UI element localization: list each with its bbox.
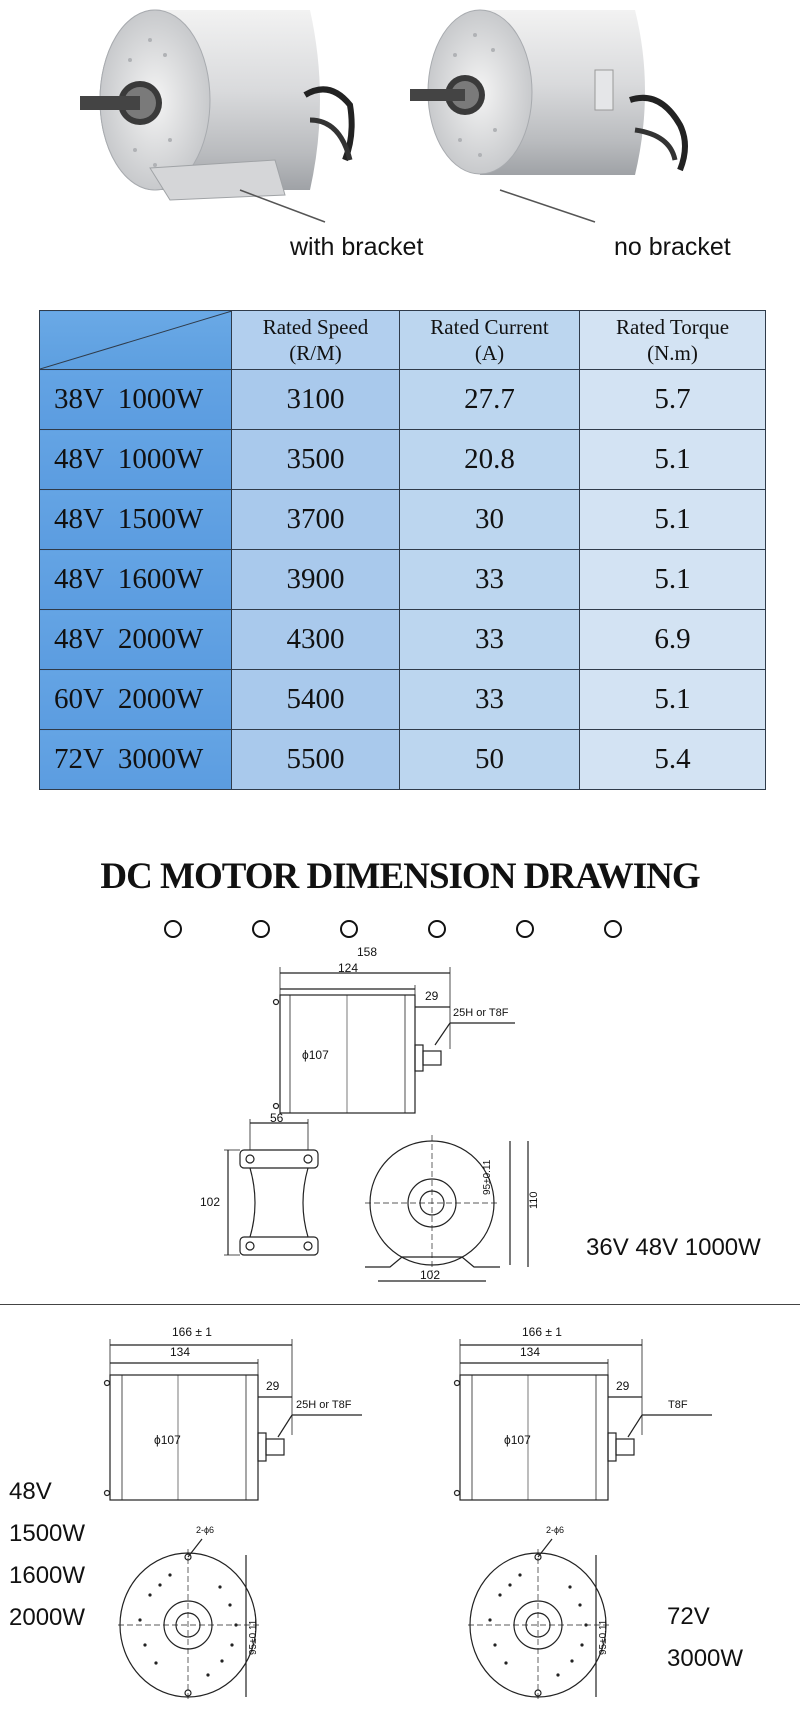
motor-no-bracket-photo bbox=[405, 0, 735, 240]
table-header-row bbox=[40, 311, 766, 370]
speed-cell: 3700 bbox=[232, 490, 400, 550]
table-row bbox=[40, 610, 766, 670]
spec-table bbox=[39, 310, 766, 790]
torque-cell: 5.1 bbox=[580, 490, 766, 550]
speed-cell: 3100 bbox=[232, 370, 400, 430]
table-row bbox=[40, 730, 766, 790]
no-bracket-caption: no bracket bbox=[614, 233, 731, 261]
dim-shaft-2: 29 bbox=[266, 1379, 280, 1393]
dimension-drawing-1000w-labels bbox=[200, 945, 560, 1285]
table-row bbox=[40, 670, 766, 730]
dim-diameter-1: ϕ107 bbox=[302, 1048, 329, 1062]
table-row bbox=[40, 430, 766, 490]
current-cell: 27.7 bbox=[400, 370, 580, 430]
dim-sprocket-1: 25H or T8F bbox=[453, 1007, 509, 1019]
dim-bolt-3: 2-ϕ6 bbox=[546, 1525, 565, 1535]
current-cell: 20.8 bbox=[400, 430, 580, 490]
table-row bbox=[40, 550, 766, 610]
current-cell: 33 bbox=[400, 670, 580, 730]
dim-bracket-width-1: 56 bbox=[270, 1111, 284, 1125]
dim-mount-height-3: 95±0.11 bbox=[598, 1619, 609, 1655]
current-cell: 33 bbox=[400, 550, 580, 610]
dim-sprocket-2: 25H or T8F bbox=[296, 1399, 352, 1411]
header-speed-line1: Rated Speed bbox=[262, 315, 369, 339]
model-label-line: 3000W bbox=[667, 1645, 744, 1672]
dim-overall-2: 166 ± 1 bbox=[172, 1325, 212, 1339]
header-rated-speed bbox=[232, 311, 400, 370]
speed-cell: 3900 bbox=[232, 550, 400, 610]
dim-base-1: 102 bbox=[420, 1268, 441, 1282]
circle-marker bbox=[604, 920, 622, 938]
torque-cell: 5.1 bbox=[580, 430, 766, 490]
drawing-1000w-label: 36V 48V 1000W bbox=[586, 1234, 761, 1261]
dim-bracket-height-1: 102 bbox=[200, 1195, 221, 1209]
section-divider bbox=[0, 1304, 800, 1305]
model-label-line: 72V bbox=[667, 1603, 710, 1630]
model-label-line: 1600W bbox=[9, 1562, 86, 1589]
header-torque-line1: Rated Torque bbox=[615, 315, 730, 339]
current-cell: 50 bbox=[400, 730, 580, 790]
model-label-line: 1500W bbox=[9, 1520, 86, 1547]
dim-overall-3: 166 ± 1 bbox=[522, 1325, 562, 1339]
dimension-drawing-title: DC MOTOR DIMENSION DRAWING bbox=[100, 856, 700, 897]
speed-cell: 5500 bbox=[232, 730, 400, 790]
model-label-line: 48V bbox=[9, 1478, 52, 1505]
model-cell: 38V 1000W bbox=[40, 370, 232, 430]
torque-cell: 5.1 bbox=[580, 550, 766, 610]
header-current-line2: (A) bbox=[474, 341, 505, 365]
dim-shaft-1: 29 bbox=[425, 989, 439, 1003]
model-cell: 72V 3000W bbox=[40, 730, 232, 790]
torque-cell: 5.1 bbox=[580, 670, 766, 730]
corner-cell bbox=[40, 311, 232, 370]
speed-cell: 5400 bbox=[232, 670, 400, 730]
model-label-line: 2000W bbox=[9, 1604, 86, 1631]
with-bracket-caption: with bracket bbox=[290, 233, 424, 261]
header-rated-torque bbox=[580, 311, 766, 370]
model-cell: 48V 1600W bbox=[40, 550, 232, 610]
dim-height-1: 110 bbox=[528, 1191, 540, 1209]
header-torque-line2: (N.m) bbox=[647, 341, 698, 365]
model-cell: 48V 2000W bbox=[40, 610, 232, 670]
decorative-dots bbox=[0, 918, 800, 942]
dim-diameter-3: ϕ107 bbox=[504, 1433, 531, 1447]
header-current-line1: Rated Current bbox=[430, 315, 549, 339]
torque-cell: 5.4 bbox=[580, 730, 766, 790]
circle-marker bbox=[164, 920, 182, 938]
dim-mount-height-2: 95±0.11 bbox=[248, 1619, 259, 1655]
dim-sprocket-3: T8F bbox=[668, 1399, 688, 1411]
dim-diameter-2: ϕ107 bbox=[154, 1433, 181, 1447]
dim-mount-height-1: 95±0.11 bbox=[482, 1159, 493, 1195]
circle-marker bbox=[252, 920, 270, 938]
model-cell: 60V 2000W bbox=[40, 670, 232, 730]
model-cell: 48V 1500W bbox=[40, 490, 232, 550]
table-row bbox=[40, 370, 766, 430]
dim-body-1: 124 bbox=[338, 961, 359, 975]
model-cell: 48V 1000W bbox=[40, 430, 232, 490]
table-row bbox=[40, 490, 766, 550]
dim-shaft-3: 29 bbox=[616, 1379, 630, 1393]
speed-cell: 4300 bbox=[232, 610, 400, 670]
circle-marker bbox=[428, 920, 446, 938]
current-cell: 30 bbox=[400, 490, 580, 550]
torque-cell: 6.9 bbox=[580, 610, 766, 670]
circle-marker bbox=[516, 920, 534, 938]
dim-body-3: 134 bbox=[520, 1345, 541, 1359]
dimension-drawing-48v-labels bbox=[100, 1325, 390, 1720]
dim-bolt-2: 2-ϕ6 bbox=[196, 1525, 215, 1535]
current-cell: 33 bbox=[400, 610, 580, 670]
header-rated-current bbox=[400, 311, 580, 370]
dim-overall-1: 158 bbox=[357, 945, 378, 959]
header-speed-line2: (R/M) bbox=[289, 341, 342, 365]
speed-cell: 3500 bbox=[232, 430, 400, 490]
motor-with-bracket-photo bbox=[60, 0, 380, 240]
circle-marker bbox=[340, 920, 358, 938]
torque-cell: 5.7 bbox=[580, 370, 766, 430]
dim-body-2: 134 bbox=[170, 1345, 191, 1359]
